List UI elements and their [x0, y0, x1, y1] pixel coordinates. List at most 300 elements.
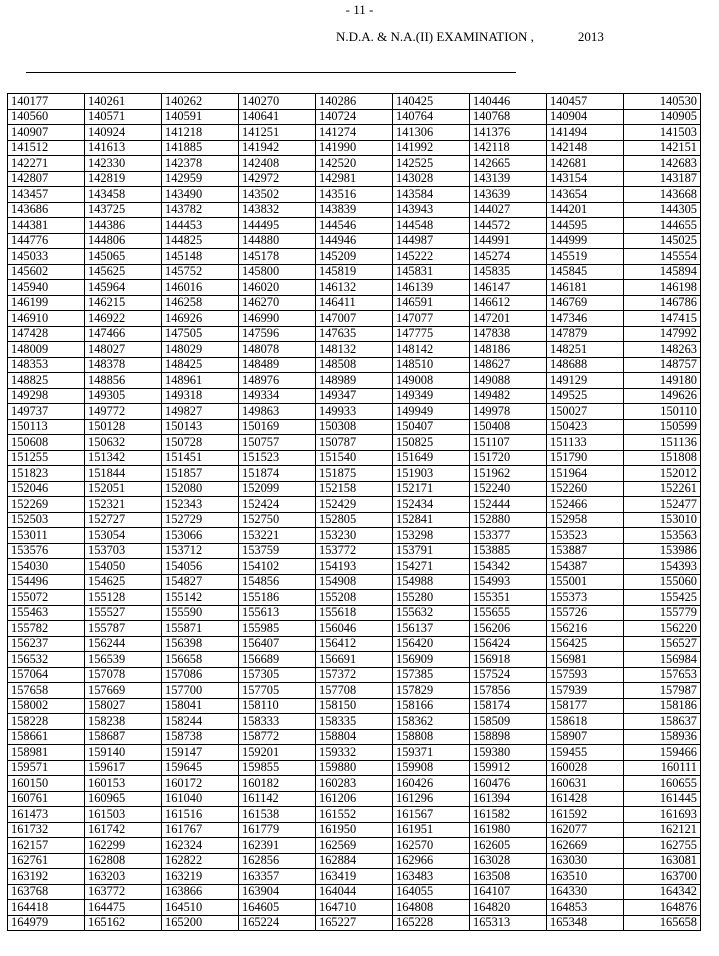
roll-number-cell: 155072 [8, 590, 85, 606]
roll-number-cell: 145819 [316, 264, 393, 280]
roll-number-cell: 158637 [624, 714, 701, 730]
roll-number-cell: 153298 [393, 528, 470, 544]
table-row [8, 915, 701, 931]
roll-number-cell: 157064 [8, 667, 85, 683]
roll-number-cell: 156237 [8, 636, 85, 652]
roll-number-cell: 158362 [393, 714, 470, 730]
roll-number-cell: 158238 [85, 714, 162, 730]
roll-number-cell: 156425 [547, 636, 624, 652]
roll-number-cell: 163081 [624, 853, 701, 869]
roll-number-cell: 146132 [316, 280, 393, 296]
table-row [8, 884, 701, 900]
roll-number-cell: 151133 [547, 435, 624, 451]
roll-number-cell: 141885 [162, 140, 239, 156]
roll-number-cell: 158177 [547, 698, 624, 714]
roll-number-cell: 150825 [393, 435, 470, 451]
roll-number-cell: 145831 [393, 264, 470, 280]
roll-number-cell: 142683 [624, 156, 701, 172]
roll-number-cell: 165313 [470, 915, 547, 931]
roll-number-cell: 161582 [470, 807, 547, 823]
roll-number-cell: 151451 [162, 450, 239, 466]
roll-number-cell: 147775 [393, 326, 470, 342]
roll-number-cell: 157987 [624, 683, 701, 699]
roll-number-cell: 154271 [393, 559, 470, 575]
roll-number-cell: 157653 [624, 667, 701, 683]
roll-number-cell: 158186 [624, 698, 701, 714]
roll-number-cell: 143516 [316, 187, 393, 203]
table-row [8, 683, 701, 699]
roll-number-cell: 143725 [85, 202, 162, 218]
roll-number-cell: 154387 [547, 559, 624, 575]
roll-number-cell: 152429 [316, 497, 393, 513]
roll-number-cell: 140591 [162, 109, 239, 125]
roll-number-cell: 165200 [162, 915, 239, 931]
roll-number-cell: 163510 [547, 869, 624, 885]
roll-number-cell: 153576 [8, 543, 85, 559]
roll-number-cell: 156424 [470, 636, 547, 652]
roll-number-cell: 147596 [239, 326, 316, 342]
roll-number-cell: 151136 [624, 435, 701, 451]
roll-number-cell: 140560 [8, 109, 85, 125]
roll-number-cell: 156206 [470, 621, 547, 637]
roll-number-cell: 146612 [470, 295, 547, 311]
roll-number-cell: 147505 [162, 326, 239, 342]
table-row [8, 791, 701, 807]
roll-number-cell: 158027 [85, 698, 162, 714]
roll-number-cell: 163030 [547, 853, 624, 869]
roll-number-cell: 152503 [8, 512, 85, 528]
roll-number-cell: 143639 [470, 187, 547, 203]
roll-number-cell: 152051 [85, 481, 162, 497]
roll-number-cell: 145845 [547, 264, 624, 280]
roll-number-cell: 144386 [85, 218, 162, 234]
roll-number-cell: 161767 [162, 822, 239, 838]
roll-number-cell: 158150 [316, 698, 393, 714]
roll-number-cell: 144381 [8, 218, 85, 234]
table-row [8, 590, 701, 606]
roll-number-cell: 159371 [393, 745, 470, 761]
roll-number-cell: 147201 [470, 311, 547, 327]
roll-number-cell: 162121 [624, 822, 701, 838]
roll-number-cell: 140177 [8, 94, 85, 110]
roll-number-cell: 144880 [239, 233, 316, 249]
table-row [8, 667, 701, 683]
roll-number-cell: 152466 [547, 497, 624, 513]
roll-number-cell: 158907 [547, 729, 624, 745]
roll-number-cell: 150169 [239, 419, 316, 435]
roll-number-cell: 158618 [547, 714, 624, 730]
roll-number-cell: 147428 [8, 326, 85, 342]
roll-number-cell: 146411 [316, 295, 393, 311]
roll-number-cell: 155782 [8, 621, 85, 637]
table-row [8, 512, 701, 528]
roll-number-cell: 161445 [624, 791, 701, 807]
roll-number-cell: 147635 [316, 326, 393, 342]
roll-number-cell: 152171 [393, 481, 470, 497]
roll-number-cell: 160028 [547, 760, 624, 776]
roll-number-cell: 148263 [624, 342, 701, 358]
roll-number-cell: 156220 [624, 621, 701, 637]
roll-number-cell: 156981 [547, 652, 624, 668]
roll-number-cell: 143782 [162, 202, 239, 218]
roll-number-cell: 164710 [316, 900, 393, 916]
table-row [8, 357, 701, 373]
roll-number-cell: 164330 [547, 884, 624, 900]
roll-number-cell: 152261 [624, 481, 701, 497]
roll-number-cell: 157829 [393, 683, 470, 699]
roll-number-cell: 164418 [8, 900, 85, 916]
roll-number-cell: 153066 [162, 528, 239, 544]
roll-number-cell: 155527 [85, 605, 162, 621]
roll-number-cell: 149008 [393, 373, 470, 389]
roll-number-cell: 163508 [470, 869, 547, 885]
roll-number-cell: 149978 [470, 404, 547, 420]
roll-number-cell: 158509 [470, 714, 547, 730]
table-row [8, 435, 701, 451]
roll-number-cell: 159571 [8, 760, 85, 776]
roll-number-cell: 156244 [85, 636, 162, 652]
header-rule [26, 72, 516, 73]
exam-heading [336, 29, 604, 45]
roll-number-cell: 154102 [239, 559, 316, 575]
roll-number-cell: 153011 [8, 528, 85, 544]
roll-number-cell: 143458 [85, 187, 162, 203]
roll-number-cell: 164808 [393, 900, 470, 916]
roll-number-cell: 143457 [8, 187, 85, 203]
roll-number-cell: 140764 [393, 109, 470, 125]
roll-number-cell: 158041 [162, 698, 239, 714]
roll-number-cell: 154342 [470, 559, 547, 575]
roll-number-cell: 161980 [470, 822, 547, 838]
roll-number-cell: 161951 [393, 822, 470, 838]
roll-number-cell: 155632 [393, 605, 470, 621]
roll-number-cell: 150787 [316, 435, 393, 451]
roll-number-cell: 159147 [162, 745, 239, 761]
roll-number-cell: 145940 [8, 280, 85, 296]
roll-number-table-body [8, 94, 701, 931]
roll-number-cell: 144305 [624, 202, 701, 218]
roll-number-cell: 140261 [85, 94, 162, 110]
roll-number-cell: 159645 [162, 760, 239, 776]
roll-number-cell: 152727 [85, 512, 162, 528]
table-row [8, 326, 701, 342]
roll-number-cell: 141503 [624, 125, 701, 141]
roll-number-cell: 148378 [85, 357, 162, 373]
roll-number-cell: 152434 [393, 497, 470, 513]
roll-number-cell: 161552 [316, 807, 393, 823]
roll-number-cell: 142151 [624, 140, 701, 156]
roll-number-cell: 156691 [316, 652, 393, 668]
roll-number-cell: 151540 [316, 450, 393, 466]
roll-number-cell: 161779 [239, 822, 316, 838]
roll-number-cell: 149482 [470, 388, 547, 404]
roll-number-cell: 155618 [316, 605, 393, 621]
roll-number-cell: 161567 [393, 807, 470, 823]
roll-number-cell: 164853 [547, 900, 624, 916]
roll-number-cell: 145178 [239, 249, 316, 265]
roll-number-cell: 144453 [162, 218, 239, 234]
roll-number-cell: 152158 [316, 481, 393, 497]
roll-number-cell: 145602 [8, 264, 85, 280]
roll-number-cell: 140446 [470, 94, 547, 110]
roll-number-cell: 143584 [393, 187, 470, 203]
roll-number-cell: 145025 [624, 233, 701, 249]
table-row [8, 419, 701, 435]
roll-number-cell: 160153 [85, 776, 162, 792]
roll-number-cell: 153885 [470, 543, 547, 559]
roll-number-cell: 152805 [316, 512, 393, 528]
roll-number-cell: 153054 [85, 528, 162, 544]
roll-number-cell: 149347 [316, 388, 393, 404]
roll-number-cell: 142807 [8, 171, 85, 187]
roll-number-cell: 144999 [547, 233, 624, 249]
roll-number-cell: 148825 [8, 373, 85, 389]
roll-number-cell: 162570 [393, 838, 470, 854]
roll-number-cell: 160283 [316, 776, 393, 792]
roll-number-cell: 145065 [85, 249, 162, 265]
roll-number-cell: 141218 [162, 125, 239, 141]
roll-number-cell: 148976 [239, 373, 316, 389]
roll-number-cell: 153563 [624, 528, 701, 544]
roll-number-cell: 157372 [316, 667, 393, 683]
roll-number-cell: 151790 [547, 450, 624, 466]
roll-number-cell: 156216 [547, 621, 624, 637]
table-row [8, 838, 701, 854]
roll-number-cell: 155186 [239, 590, 316, 606]
roll-number-cell: 157939 [547, 683, 624, 699]
roll-number-cell: 155779 [624, 605, 701, 621]
roll-number-cell: 152958 [547, 512, 624, 528]
roll-number-cell: 153986 [624, 543, 701, 559]
roll-number-cell: 162391 [239, 838, 316, 854]
roll-number-cell: 156984 [624, 652, 701, 668]
roll-number-cell: 142148 [547, 140, 624, 156]
roll-number-cell: 154056 [162, 559, 239, 575]
roll-number-cell: 144595 [547, 218, 624, 234]
roll-number-cell: 154993 [470, 574, 547, 590]
roll-number-cell: 147346 [547, 311, 624, 327]
roll-number-cell: 149088 [470, 373, 547, 389]
roll-number-cell: 149772 [85, 404, 162, 420]
roll-number-cell: 146016 [162, 280, 239, 296]
roll-number-cell: 149129 [547, 373, 624, 389]
roll-number-cell: 151844 [85, 466, 162, 482]
roll-number-cell: 146020 [239, 280, 316, 296]
roll-number-cell: 160111 [624, 760, 701, 776]
roll-number-table [7, 93, 701, 931]
roll-number-cell: 161428 [547, 791, 624, 807]
roll-number-cell: 165224 [239, 915, 316, 931]
roll-number-cell: 149949 [393, 404, 470, 420]
roll-number-cell: 148757 [624, 357, 701, 373]
roll-number-cell: 161592 [547, 807, 624, 823]
exam-year: 2013 [577, 29, 604, 44]
table-row [8, 760, 701, 776]
roll-number-cell: 162808 [85, 853, 162, 869]
roll-number-cell: 154030 [8, 559, 85, 575]
roll-number-cell: 162884 [316, 853, 393, 869]
roll-number-cell: 164605 [239, 900, 316, 916]
roll-number-cell: 146215 [85, 295, 162, 311]
roll-number-cell: 147466 [85, 326, 162, 342]
roll-number-cell: 151342 [85, 450, 162, 466]
roll-number-cell: 155373 [547, 590, 624, 606]
roll-number-cell: 148508 [316, 357, 393, 373]
roll-number-cell: 140924 [85, 125, 162, 141]
roll-number-cell: 165228 [393, 915, 470, 931]
roll-number-cell: 163219 [162, 869, 239, 885]
roll-number-cell: 158981 [8, 745, 85, 761]
roll-number-cell: 151808 [624, 450, 701, 466]
roll-number-cell: 148489 [239, 357, 316, 373]
roll-number-cell: 163700 [624, 869, 701, 885]
roll-number-cell: 140457 [547, 94, 624, 110]
roll-number-cell: 157305 [239, 667, 316, 683]
table-row [8, 822, 701, 838]
roll-number-cell: 154908 [316, 574, 393, 590]
table-row [8, 497, 701, 513]
roll-number-cell: 155787 [85, 621, 162, 637]
roll-number-cell: 142681 [547, 156, 624, 172]
roll-number-cell: 140907 [8, 125, 85, 141]
roll-number-cell: 148009 [8, 342, 85, 358]
roll-number-cell: 152444 [470, 497, 547, 513]
roll-number-cell: 145625 [85, 264, 162, 280]
roll-number-cell: 149318 [162, 388, 239, 404]
roll-number-cell: 154193 [316, 559, 393, 575]
roll-number-cell: 144946 [316, 233, 393, 249]
roll-number-cell: 150728 [162, 435, 239, 451]
roll-number-cell: 162324 [162, 838, 239, 854]
roll-number-cell: 162755 [624, 838, 701, 854]
roll-number-cell: 155871 [162, 621, 239, 637]
roll-number-cell: 160182 [239, 776, 316, 792]
roll-number-cell: 162077 [547, 822, 624, 838]
roll-number-cell: 153703 [85, 543, 162, 559]
roll-number-cell: 163768 [8, 884, 85, 900]
roll-number-cell: 144806 [85, 233, 162, 249]
roll-number-cell: 150113 [8, 419, 85, 435]
table-row [8, 621, 701, 637]
roll-number-cell: 156658 [162, 652, 239, 668]
roll-number-cell: 156420 [393, 636, 470, 652]
table-row [8, 233, 701, 249]
roll-number-cell: 155463 [8, 605, 85, 621]
roll-number-cell: 144987 [393, 233, 470, 249]
roll-number-cell: 145894 [624, 264, 701, 280]
roll-number-cell: 152750 [239, 512, 316, 528]
roll-number-cell: 160172 [162, 776, 239, 792]
roll-number-cell: 144776 [8, 233, 85, 249]
roll-number-cell: 152099 [239, 481, 316, 497]
table-row [8, 342, 701, 358]
roll-number-cell: 153377 [470, 528, 547, 544]
roll-number-cell: 150407 [393, 419, 470, 435]
roll-number-cell: 141376 [470, 125, 547, 141]
roll-number-cell: 162669 [547, 838, 624, 854]
roll-number-cell: 144991 [470, 233, 547, 249]
roll-number-cell: 142665 [470, 156, 547, 172]
roll-number-cell: 154050 [85, 559, 162, 575]
roll-number-cell: 145222 [393, 249, 470, 265]
roll-number-cell: 156918 [470, 652, 547, 668]
roll-number-cell: 148961 [162, 373, 239, 389]
roll-number-cell: 164055 [393, 884, 470, 900]
roll-number-cell: 152012 [624, 466, 701, 482]
roll-number-cell: 156412 [316, 636, 393, 652]
roll-number-cell: 144027 [470, 202, 547, 218]
table-row [8, 109, 701, 125]
roll-number-cell: 161473 [8, 807, 85, 823]
roll-number-cell: 157700 [162, 683, 239, 699]
table-row [8, 574, 701, 590]
roll-number-cell: 142330 [85, 156, 162, 172]
roll-number-cell: 148688 [547, 357, 624, 373]
roll-number-cell: 155590 [162, 605, 239, 621]
roll-number-cell: 145148 [162, 249, 239, 265]
roll-number-cell: 160655 [624, 776, 701, 792]
table-row [8, 125, 701, 141]
roll-number-cell: 153772 [316, 543, 393, 559]
roll-number-cell: 148510 [393, 357, 470, 373]
table-row [8, 156, 701, 172]
table-row [8, 636, 701, 652]
roll-number-cell: 161732 [8, 822, 85, 838]
roll-number-cell: 149349 [393, 388, 470, 404]
roll-number-cell: 146199 [8, 295, 85, 311]
table-row [8, 543, 701, 559]
roll-number-cell: 149933 [316, 404, 393, 420]
roll-number-cell: 163028 [470, 853, 547, 869]
table-row [8, 528, 701, 544]
roll-number-cell: 151875 [316, 466, 393, 482]
roll-number-cell: 159466 [624, 745, 701, 761]
roll-number-cell: 163192 [8, 869, 85, 885]
roll-number-cell: 155425 [624, 590, 701, 606]
roll-number-cell: 156407 [239, 636, 316, 652]
table-row [8, 714, 701, 730]
roll-number-cell: 161394 [470, 791, 547, 807]
roll-number-cell: 152080 [162, 481, 239, 497]
roll-number-cell: 162569 [316, 838, 393, 854]
roll-number-cell: 150408 [470, 419, 547, 435]
roll-number-cell: 155655 [470, 605, 547, 621]
roll-number-cell: 150608 [8, 435, 85, 451]
roll-number-cell: 149737 [8, 404, 85, 420]
roll-number-cell: 158738 [162, 729, 239, 745]
roll-number-cell: 148029 [162, 342, 239, 358]
roll-number-cell: 154496 [8, 574, 85, 590]
roll-number-cell: 140904 [547, 109, 624, 125]
roll-number-cell: 152880 [470, 512, 547, 528]
roll-number-cell: 144548 [393, 218, 470, 234]
roll-number-cell: 141613 [85, 140, 162, 156]
roll-number-cell: 153523 [547, 528, 624, 544]
table-row [8, 94, 701, 110]
roll-number-cell: 150757 [239, 435, 316, 451]
roll-number-cell: 148251 [547, 342, 624, 358]
roll-number-cell: 164820 [470, 900, 547, 916]
roll-number-cell: 159332 [316, 745, 393, 761]
roll-number-cell: 145209 [316, 249, 393, 265]
roll-number-cell: 143832 [239, 202, 316, 218]
roll-number-cell: 152260 [547, 481, 624, 497]
roll-number-cell: 157086 [162, 667, 239, 683]
roll-number-cell: 159201 [239, 745, 316, 761]
roll-number-cell: 146591 [393, 295, 470, 311]
roll-number-cell: 151107 [470, 435, 547, 451]
roll-number-cell: 161142 [239, 791, 316, 807]
